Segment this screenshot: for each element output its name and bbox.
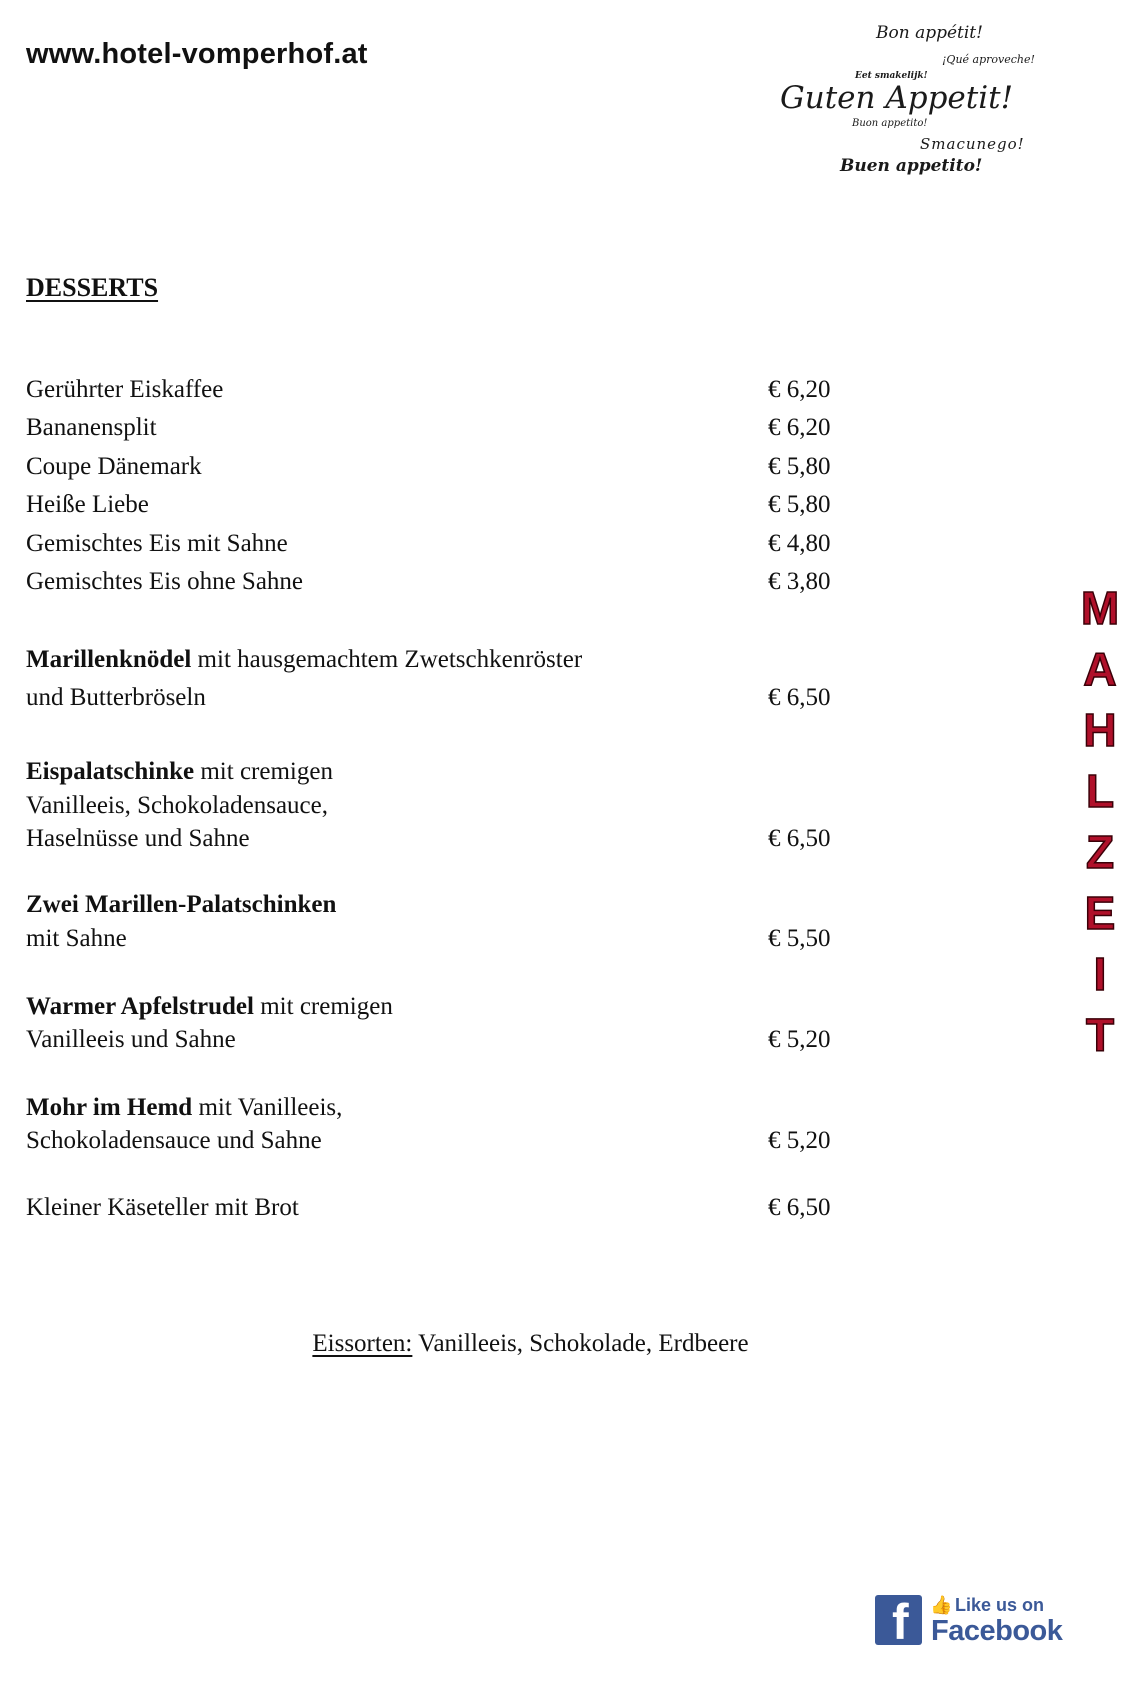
vertical-letter: I [1093, 948, 1107, 1000]
menu-item-name: Heiße Liebe [26, 491, 149, 518]
facebook-wordmark: Facebook [931, 1615, 1063, 1647]
section-title: DESSERTS [26, 273, 159, 302]
special-item-desc: mit cremigen [253, 993, 393, 1020]
facebook-like-badge[interactable] [875, 1594, 1065, 1650]
menu-item-price: € 3,80 [768, 568, 831, 595]
menu-item-name: Gemischtes Eis ohne Sahne [26, 568, 304, 595]
logo-text: ¡Qué aproveche! [942, 53, 1035, 66]
special-item-title: Marillenknödel [26, 646, 192, 673]
special-item-desc: mit hausgemachtem Zwetschkenröster [191, 646, 583, 673]
menu-item-name: Bananensplit [26, 414, 157, 441]
special-item-desc: Vanilleeis und Sahne [26, 1026, 236, 1053]
ice-flavours-text: Vanilleeis, Schokolade, Erdbeere [412, 1330, 749, 1357]
special-item-desc: Schokoladensauce und Sahne [26, 1127, 322, 1154]
special-item-desc: mit Vanilleeis, [192, 1094, 343, 1121]
logo-text: Buon appetito! [852, 118, 928, 129]
vertical-letter: Z [1085, 826, 1115, 878]
vertical-letter: T [1085, 1009, 1115, 1061]
menu-item-price: € 5,80 [768, 453, 831, 480]
menu-item-price: € 5,80 [768, 491, 831, 518]
special-item-title: Eispalatschinke [26, 758, 195, 785]
logo-text: Guten Appetit! [780, 80, 1014, 116]
logo-text: Smacunego! [920, 135, 1025, 153]
special-item [26, 888, 336, 922]
facebook-icon: f [875, 1595, 922, 1645]
logo-text: Buen appetito! [840, 156, 983, 176]
mahlzeit-vertical-title [1072, 578, 1128, 1066]
menu-item-name: Gemischtes Eis mit Sahne [26, 530, 288, 557]
menu-item-price: € 4,80 [768, 530, 831, 557]
special-item [26, 643, 582, 677]
menu-item-name: Coupe Dänemark [26, 453, 202, 480]
special-item [26, 755, 333, 789]
special-item [26, 990, 393, 1024]
special-item-desc: Haselnüsse und Sahne [26, 825, 250, 852]
vertical-letter: H [1083, 704, 1117, 756]
ice-flavours-label: Eissorten: [312, 1330, 413, 1357]
ice-flavours [0, 1327, 1061, 1361]
menu-item-name: Gerührter Eiskaffee [26, 376, 224, 403]
website-url[interactable]: www.hotel-vomperhof.at [26, 38, 368, 70]
special-item-desc: Vanilleeis, Schokoladensauce, [26, 792, 328, 819]
special-item-price: € 5,50 [768, 925, 831, 952]
logo-text: Bon appétit! [876, 23, 983, 43]
special-item-price: € 6,50 [768, 825, 831, 852]
menu-item-price: € 6,50 [768, 1194, 831, 1221]
special-item-price: € 6,50 [768, 684, 831, 711]
special-item [26, 1091, 342, 1125]
vertical-letter: M [1080, 582, 1120, 634]
special-item-price: € 5,20 [768, 1026, 831, 1053]
special-item-title: Mohr im Hemd [26, 1094, 193, 1121]
special-item-desc: mit Sahne [26, 925, 127, 952]
special-item-price: € 5,20 [768, 1127, 831, 1154]
logo-text: Eet smakelijk! [855, 71, 928, 81]
menu-item-price: € 6,20 [768, 414, 831, 441]
special-item-title: Zwei Marillen-Palatschinken [26, 891, 337, 918]
special-item-desc: und Butterbröseln [26, 684, 206, 711]
special-item-desc: mit cremigen [194, 758, 333, 785]
guten-appetit-logo [780, 18, 1080, 190]
vertical-letter: A [1083, 643, 1117, 695]
facebook-like-text: Like us on [955, 1595, 1045, 1615]
special-item-title: Warmer Apfelstrudel [26, 993, 254, 1020]
menu-item-name: Kleiner Käseteller mit Brot [26, 1194, 299, 1221]
vertical-letter: E [1084, 887, 1116, 939]
menu-item-price: € 6,20 [768, 376, 831, 403]
thumbs-up-icon: 👍 [930, 1595, 953, 1616]
vertical-letter: L [1085, 765, 1115, 817]
